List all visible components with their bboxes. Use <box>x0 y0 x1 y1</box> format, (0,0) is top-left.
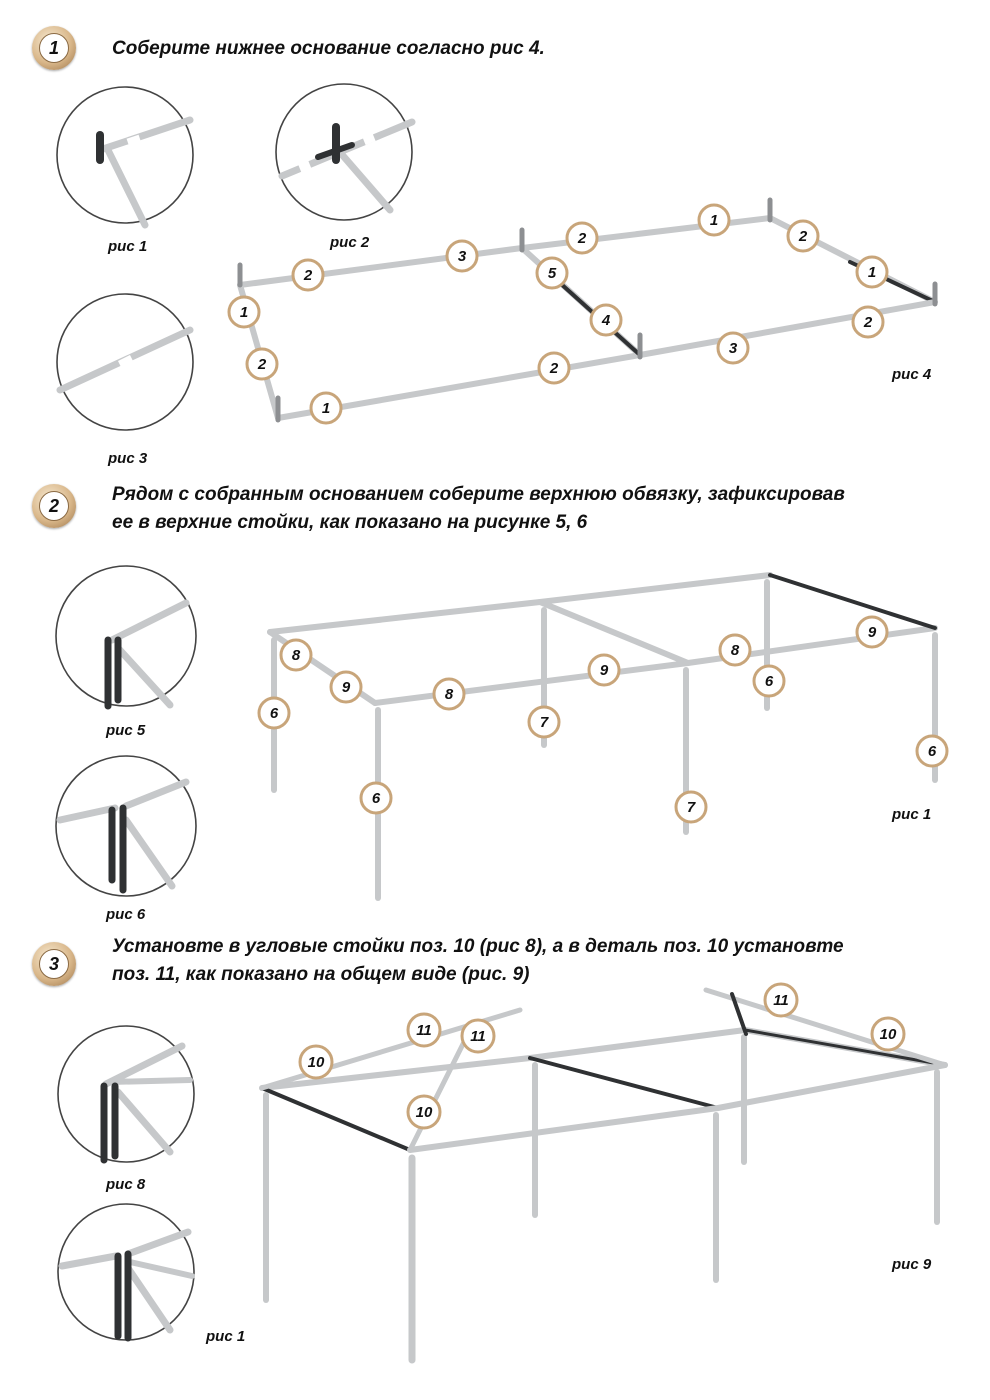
detail-fig6 <box>56 756 196 896</box>
base-label <box>567 223 597 253</box>
base-label <box>537 258 567 288</box>
caption-fig8: рис 8 <box>106 1176 146 1193</box>
svg-text:7: 7 <box>539 714 549 731</box>
base-label <box>591 305 621 335</box>
frame-label <box>857 617 887 647</box>
svg-text:7: 7 <box>686 799 696 816</box>
svg-text:8: 8 <box>444 686 454 703</box>
svg-text:2: 2 <box>577 230 587 247</box>
svg-text:11: 11 <box>470 1028 486 1045</box>
svg-text:1: 1 <box>867 264 877 281</box>
base-label <box>788 221 818 251</box>
roof-label <box>300 1046 332 1078</box>
detail-fig8 <box>58 1026 194 1162</box>
detail-fig3 <box>57 294 193 430</box>
svg-text:10: 10 <box>879 1026 897 1043</box>
caption-fig3: рис 3 <box>108 450 148 467</box>
svg-text:10: 10 <box>307 1054 325 1071</box>
base-label <box>229 297 259 327</box>
step-1-number: 1 <box>39 33 69 63</box>
base-label <box>247 349 277 379</box>
base-label <box>857 257 887 287</box>
svg-text:8: 8 <box>730 642 740 659</box>
caption-fig1: рис 1 <box>108 238 148 255</box>
base-labels <box>229 205 887 423</box>
roof-label <box>408 1014 440 1046</box>
base-label <box>853 307 883 337</box>
svg-text:1: 1 <box>239 304 249 321</box>
base-label <box>293 260 323 290</box>
svg-text:6: 6 <box>269 705 279 722</box>
frame-label <box>259 698 289 728</box>
svg-text:9: 9 <box>867 624 877 641</box>
tent-frame <box>262 990 945 1360</box>
step-2-text-line1: Рядом с собранным основанием соберите верхнюю обвязку, зафиксировав <box>112 484 845 505</box>
svg-text:8: 8 <box>291 647 301 664</box>
top-frame <box>270 575 935 898</box>
frame-label <box>529 707 559 737</box>
svg-text:9: 9 <box>599 662 609 679</box>
caption-fig2: рис 2 <box>330 234 370 251</box>
svg-text:10: 10 <box>415 1104 433 1121</box>
base-label <box>539 353 569 383</box>
frame-label <box>676 792 706 822</box>
top-frame-labels <box>259 617 947 822</box>
roof-label <box>872 1018 904 1050</box>
svg-text:6: 6 <box>927 743 937 760</box>
caption-fig6: рис 6 <box>106 906 146 923</box>
caption-fig9: рис 9 <box>892 1256 932 1273</box>
frame-label <box>331 672 361 702</box>
svg-text:2: 2 <box>303 267 313 284</box>
detail-fig1c <box>58 1204 194 1340</box>
svg-text:5: 5 <box>547 265 557 282</box>
caption-fig4: рис 4 <box>892 366 932 383</box>
svg-text:1: 1 <box>709 212 719 229</box>
svg-text:1: 1 <box>321 400 331 417</box>
svg-text:3: 3 <box>728 340 738 357</box>
base-label <box>699 205 729 235</box>
step-2-number: 2 <box>39 491 69 521</box>
svg-text:2: 2 <box>257 356 267 373</box>
frame-label <box>917 736 947 766</box>
roof-label <box>462 1020 494 1052</box>
caption-fig1b: рис 1 <box>892 806 932 823</box>
roof-label <box>408 1096 440 1128</box>
frame-label <box>754 666 784 696</box>
svg-text:4: 4 <box>601 312 611 329</box>
step-3-text-line2: поз. 11, как показано на общем виде (рис. 9) <box>112 964 530 985</box>
svg-text:11: 11 <box>773 992 789 1009</box>
frame-label <box>589 655 619 685</box>
step-3-text-line1: Установте в угловые стойки поз. 10 (рис 8), а в деталь поз. 10 установте <box>112 936 844 957</box>
caption-fig1c: рис 1 <box>206 1328 246 1345</box>
step-1-text: Соберите нижнее основание согласно рис 4. <box>112 38 545 59</box>
frame-label <box>720 635 750 665</box>
base-label <box>718 333 748 363</box>
step-3-number: 3 <box>39 949 69 979</box>
frame-label <box>361 783 391 813</box>
svg-text:2: 2 <box>798 228 808 245</box>
roof-label <box>765 984 797 1016</box>
detail-fig5 <box>56 566 196 706</box>
detail-fig2 <box>276 84 412 220</box>
frame-label <box>281 640 311 670</box>
svg-text:2: 2 <box>863 314 873 331</box>
base-label <box>447 241 477 271</box>
base-label <box>311 393 341 423</box>
svg-text:6: 6 <box>371 790 381 807</box>
svg-text:11: 11 <box>416 1022 432 1039</box>
svg-text:9: 9 <box>341 679 351 696</box>
svg-text:3: 3 <box>457 248 467 265</box>
frame-label <box>434 679 464 709</box>
step-2-text-line2: ее в верхние стойки, как показано на рисунке 5, 6 <box>112 512 588 533</box>
caption-fig5: рис 5 <box>106 722 146 739</box>
svg-text:6: 6 <box>764 673 774 690</box>
svg-text:2: 2 <box>549 360 559 377</box>
detail-fig1 <box>57 87 193 225</box>
tent-labels <box>300 984 904 1128</box>
